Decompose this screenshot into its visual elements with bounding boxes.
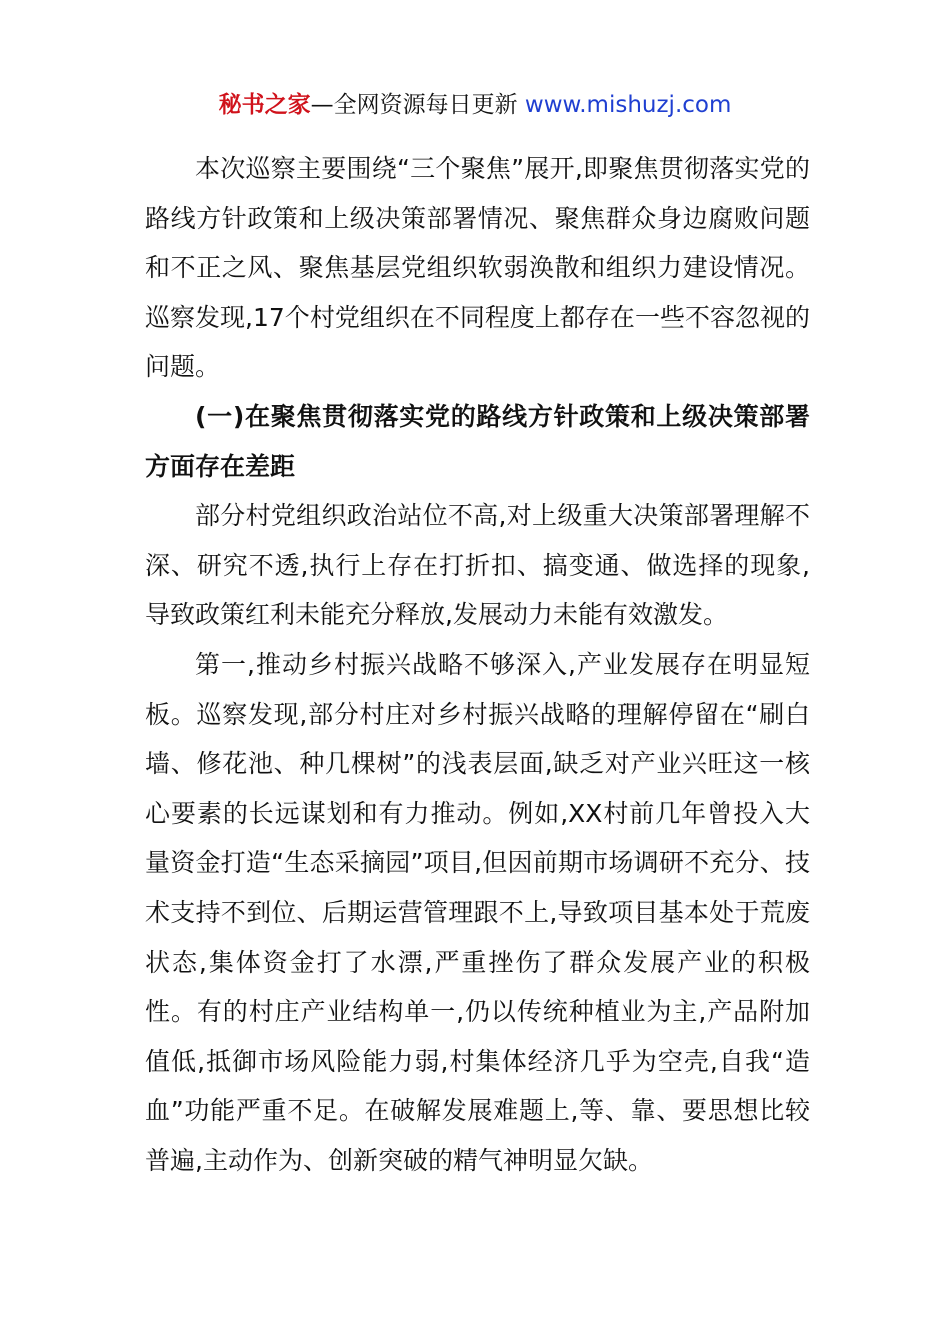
document-body (145, 144, 810, 1185)
header-url-link[interactable]: www.mishuzj.com (524, 92, 732, 118)
paragraph-intro: 本次巡察主要围绕“三个聚焦”展开,即聚焦贯彻落实党的路线方针政策和上级决策部署情况、聚焦群众身边腐败问题和不正之风、聚焦基层党组织软弱涣散和组织力建设情况。巡察发现,17个村党组织在不同程度上都存在一些不容忽视的问题。 (145, 154, 810, 382)
section-heading: (一)在聚焦贯彻落实党的路线方针政策和上级决策部署方面存在差距 (145, 401, 810, 481)
paragraph-point-one: 第一,推动乡村振兴战略不够深入,产业发展存在明显短板。巡察发现,部分村庄对乡村振兴战略的理解停留在“刷白墙、修花池、种几棵树”的浅表层面,缺乏对产业兴旺这一核心要素的长远谋划和有力推动。例如,XX村前几年曾投入大量资金打造“生态采摘园”项目,但因前期市场调研不充分、技术支持不到位、后期运营管理跟不上,导致项目基本处于荒废状态,集体资金打了水漂,严重挫伤了群众发展产业的积极性。有的村庄产业结构单一,仍以传统种植业为主,产品附加值低,抵御市场风险能力弱,村集体经济几乎为空壳,自我“造血”功能严重不足。在破解发展难题上,等、靠、要思想比较普遍,主动作为、创新突破的精气神明显欠缺。 (145, 649, 810, 1175)
header-brand: 秘书之家 (218, 92, 311, 118)
page-header (0, 88, 950, 122)
paragraph-overview: 部分村党组织政治站位不高,对上级重大决策部署理解不深、研究不透,执行上存在打折扣、搞变通、做选择的现象,导致政策红利未能充分释放,发展动力未能有效激发。 (145, 501, 810, 630)
header-tagline: —全网资源每日更新 (310, 92, 525, 118)
